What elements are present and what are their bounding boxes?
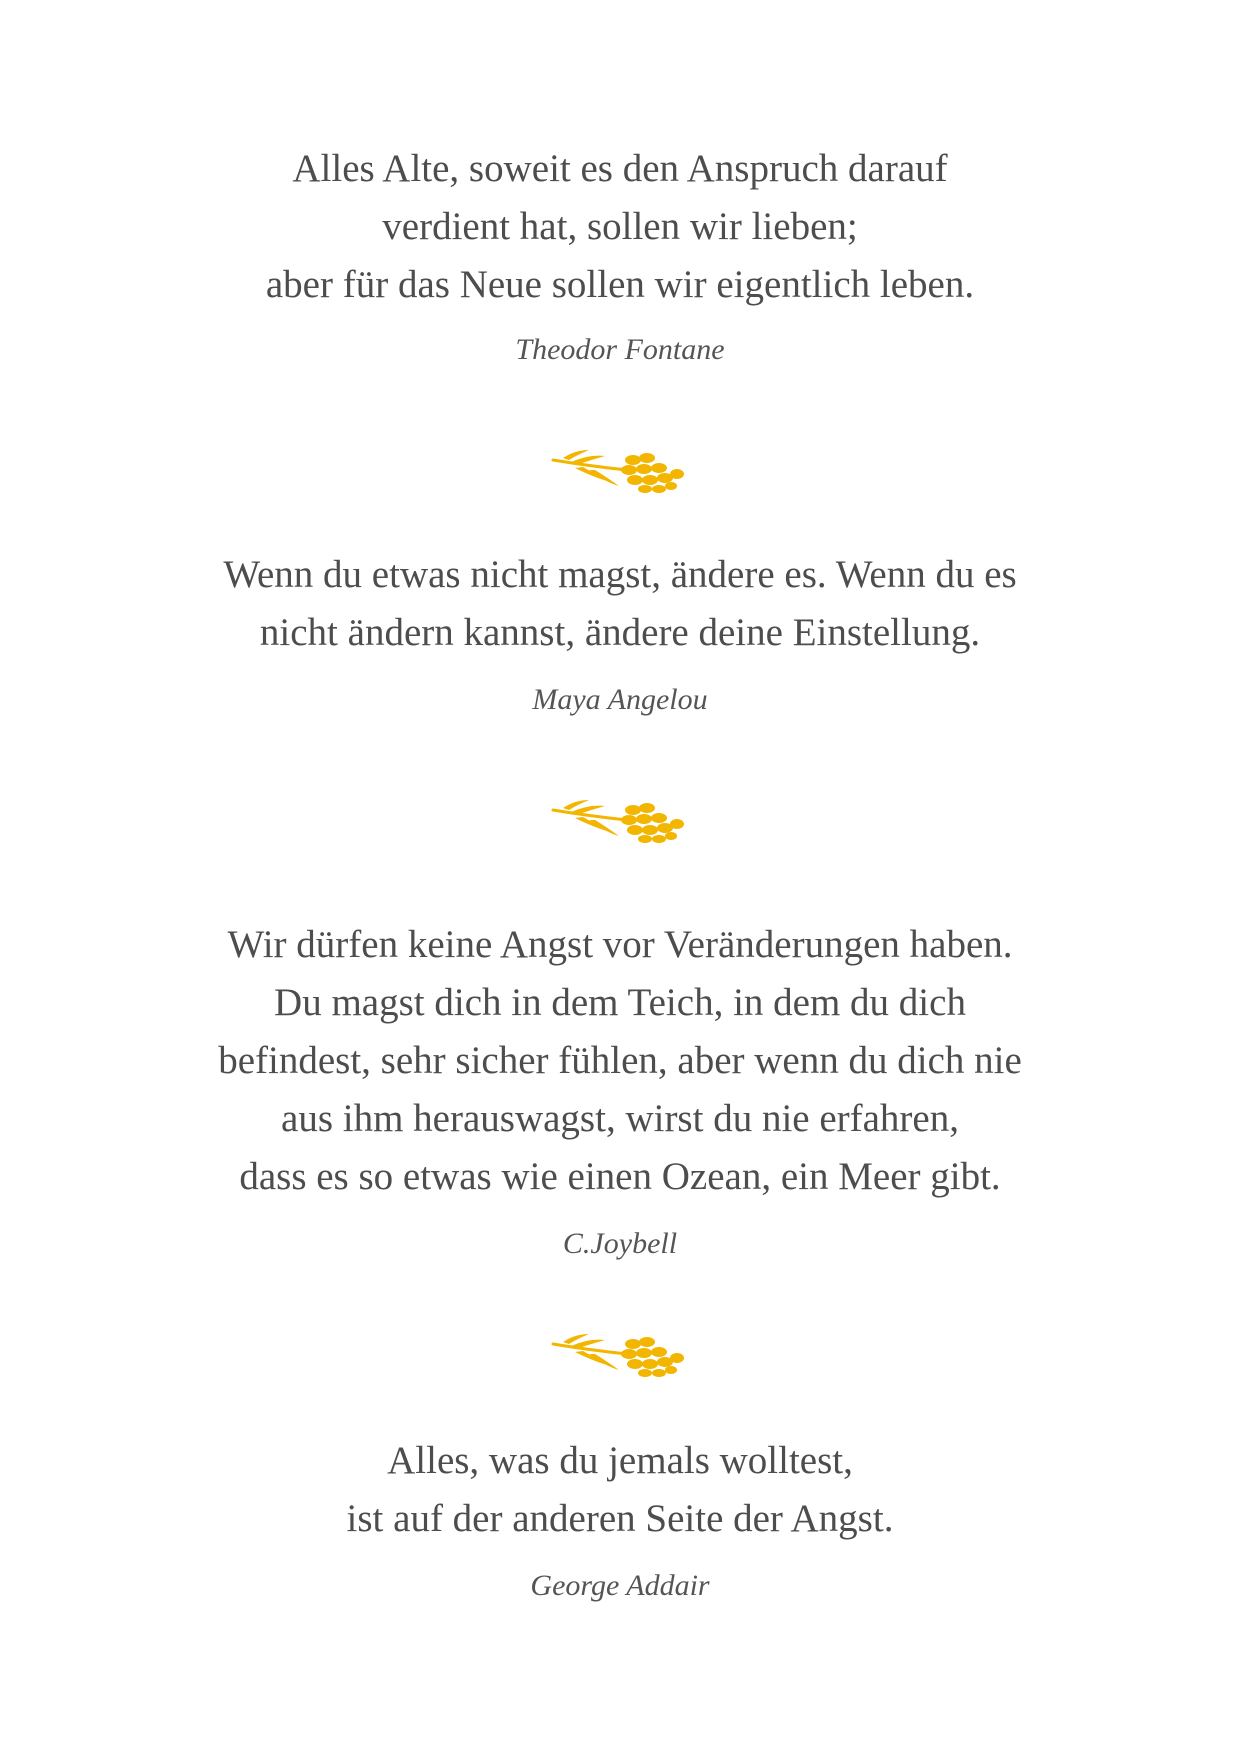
quote-4-line-2: ist auf der anderen Seite der Angst. — [346, 1497, 894, 1540]
quote-1-line-1: Alles Alte, soweit es den Anspruch darauf — [292, 147, 948, 190]
quote-1-author: Theodor Fontane — [515, 333, 725, 366]
quote-3-line-1: Wir dürfen keine Angst vor Veränderungen haben. — [227, 923, 1013, 966]
quote-4-text — [0, 1432, 1240, 1548]
quote-3-line-4: aus ihm herauswagst, wirst du nie erfahren, — [281, 1097, 959, 1140]
wheat-sprig-icon — [549, 1330, 689, 1378]
quote-3-line-3: befindest, sehr sicher fühlen, aber wenn du dich nie — [218, 1039, 1022, 1082]
quote-2-line-2: nicht ändern kannst, ändere deine Einstellung. — [259, 611, 981, 654]
quote-3-line-5: dass es so etwas wie einen Ozean, ein Meer gibt. — [239, 1155, 1001, 1198]
quote-4-author: George Addair — [530, 1569, 710, 1602]
quote-2-line-1: Wenn du etwas nicht magst, ändere es. Wenn du es — [223, 553, 1017, 596]
wheat-sprig-icon — [549, 446, 689, 494]
quote-2-author: Maya Angelou — [532, 683, 708, 716]
quote-3-text — [0, 916, 1240, 1206]
quote-1-line-2: verdient hat, sollen wir lieben; — [382, 205, 858, 248]
quote-2-text — [0, 546, 1240, 662]
quote-4-line-1: Alles, was du jemals wolltest, — [387, 1439, 853, 1482]
quote-1-text — [0, 140, 1240, 314]
quote-3-line-2: Du magst dich in dem Teich, in dem du dich — [274, 981, 966, 1024]
quote-1-line-3: aber für das Neue sollen wir eigentlich leben. — [265, 263, 975, 306]
quote-3-author: C.Joybell — [562, 1227, 678, 1260]
wheat-sprig-icon — [549, 796, 689, 844]
